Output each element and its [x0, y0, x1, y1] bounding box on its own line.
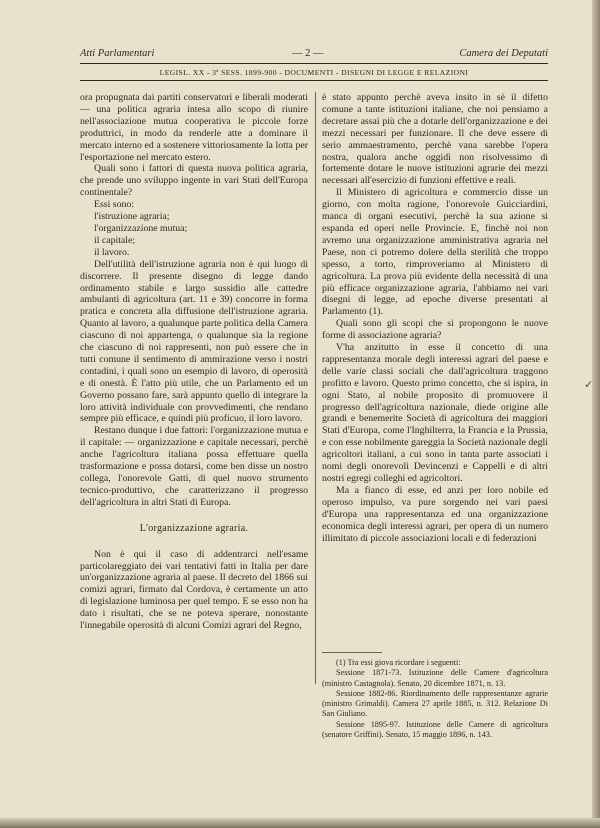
left-paragraph-4: Dell'utilità dell'istruzione agraria non è qui luogo di discorrere. Il presente disegno di legge dando ordinamento stabile e largo sussidio alle cattedre ambulanti di agricoltura (art. 11 e 39) concorre in forma pratica e concreta alla diffusione dell'istruzione agraria. Quanto al lavoro, a qualunque parte politica della Camera ciascuno di noi appartenga, o qualunque sia la regione che ciascuno di noi rappresenti, non può essere che in tutti comune il sentimento di ammirazione verso i nostri contadini, i quali sono un esempio di lavoro, di operosità e di onestà. È l'atto più utile, che un Parlamento ed un Governo possano fare, sarà appunto quello di integrare la loro attività individuale con provvedimenti, che rendano sempre più efficace, e quindi più proficuo, il loro lavoro. [80, 258, 308, 425]
header-rule-bottom [80, 80, 548, 81]
section-title: L'organizzazione agraria. [139, 522, 249, 534]
page-edge-bottom [0, 818, 600, 828]
footnote: Sessione 1895-97. Istituzione delle Camere di agricoltura (senatore Griffini). Senato, 15 maggio 1896, n. 143. [322, 719, 548, 740]
session-subheader: LEGISL. XX - 3ª SESS. 1899-900 - DOCUMENTI - DISEGNI DI LEGGE E RELAZIONI [159, 68, 469, 77]
right-paragraph-1: è stato appunto perchè aveva insito in sè il difetto comune a tante istituzioni italiane, che noi pensiamo a decretare assai più che a dotarle dell'organizzazione e dei mezzi necessari per funzionare. Il che deve essere di serio ammaestramento, perchè vana sarebbe l'opera nostra, qualora anche oggidì non risolvessimo di fortemente dotare le nuove istituzioni agrarie dei mezzi necessari all'esercizio di funzioni effettive e reali. [322, 92, 548, 187]
factors-list [80, 211, 308, 259]
footnote: Sessione 1882-86. Riordinamento delle rappresentanze agrarie (ministro Grimaldi). Camera 27 aprile 1885, n. 312. Relazione Di San Giuliano. [322, 688, 548, 719]
running-header [80, 48, 548, 62]
right-column [322, 92, 548, 544]
right-paragraph-4: V'ha anzitutto in esse il concetto di una rappresentanza morale degli interessi agrari del paese e delle varie classi sociali che dall'agricoltura traggono profitto e lavoro. Questo primo concetto, che si ispira, in ogni Stato, al nobile proposito di promuovere il progresso dell'agricoltura nazionale, diede origine alle grandi e benemerite Società di agricoltura dei maggiori Stati d'Europa, come l'Inghilterra, la Francia e la Prussia, e con esse nobilmente gareggia la Società nazionale degli agricoltori italiani, a cui sono in tanta parte associati i nomi degli onorevoli Devincenzi e Cappelli e di altri nostri egregi colleghi ed agricoltori. [322, 342, 548, 484]
left-paragraph-2: Quali sono i fattori di questa nuova politica agraria, che prende uno sviluppo ingente in vari Stati dell'Europa continentale? [80, 163, 308, 199]
list-item: il lavoro. [94, 246, 130, 258]
left-paragraph-6: Non è qui il caso di addentrarci nell'esame particolareggiato dei vari tentativi fatti in Italia per dare un'organizzazione agraria al paese. Il decreto del 1866 sui comizi agrari, firmato dal Cordova, è certamente un atto di legislazione luminosa per quel tempo. E se esso non ha dato i risultati, che se ne poteva sperare, nonostante l'innegabile operosità di alcuni Comizi agrari del Regno, [80, 548, 308, 632]
page-number: — 2 — [292, 48, 324, 59]
footnote-rule [322, 652, 382, 653]
footnotes [322, 658, 548, 740]
page-edge-right [592, 0, 600, 828]
left-paragraph-1: ora propugnata dai partiti conservatori e liberali moderati — una politica agraria intesa allo scopo di riunire nell'associazione mutua cooperativa le piccole forze produttrici, in modo da renderle atte a dominare il mercato interno ed a sostenere vittoriosamente la lotta per l'esportazione nel mercato estero. [80, 92, 308, 163]
margin-check-mark: ✓ [584, 379, 594, 391]
right-paragraph-5: Ma a fianco di esse, ed anzi per loro nobile ed operoso impulso, va pure sorgendo nei vari paesi d'Europa una rappresentanza ed una organizzazione economica degli interessi agrari, per opera di un numero illimitato di piccole associazioni locali e di federazioni [322, 484, 548, 544]
list-item: il capitale; [94, 234, 136, 246]
footnote: (1) Tra essi giova ricordare i seguenti: [336, 658, 461, 667]
header-rule-top [80, 63, 548, 64]
right-paragraph-3: Quali sono gli scopi che si propongono le nuove forme di associazione agraria? [322, 318, 548, 342]
right-paragraph-2: Il Ministero di agricoltura e commercio disse un giorno, con molta ragione, l'onorevole Guicciardini, manca di organi esecutivi, perchè la sua azione si espanda ed operi nelle Provincie. E, finchè noi non avremo una organizzazione amministrativa agraria nel Paese, non ci potremo dolere della sterilità che troppo spesso, a torto, rimproveriamo al Ministero di agricoltura. La prova più evidente della necessità di una più efficace organizzazione agraria, l'abbiamo nei vari disegni di legge, ad epoche diverse presentati al Parlamento (1). [322, 187, 548, 318]
list-item: l'organizzazione mutua; [94, 222, 188, 234]
header-right: Camera dei Deputati [459, 48, 548, 59]
column-divider [315, 92, 316, 684]
left-column [80, 92, 308, 632]
footnote: Sessione 1871-73. Istituzione delle Camere d'agricoltura (ministro Castagnola). Senato, 20 dicembre 1871, n. 13. [322, 668, 548, 688]
left-paragraph-5: Restano dunque i due fattori: l'organizzazione mutua e il capitale: — organizzazione e capitale necessari, perchè anche l'agricoltura italiana possa effettuare quella trasformazione e possa dotarsi, come ben disse un nostro collega, l'onorevole Gatti, di quel nuovo strumento tecnico-produttivo, che caratterizzano il progresso dell'agricoltura in altri Stati di Europa. [80, 425, 308, 508]
header-left: Atti Parlamentari [80, 48, 155, 59]
list-item: l'istruzione agraria; [94, 211, 170, 223]
left-paragraph-3: Essi sono: [94, 199, 135, 211]
